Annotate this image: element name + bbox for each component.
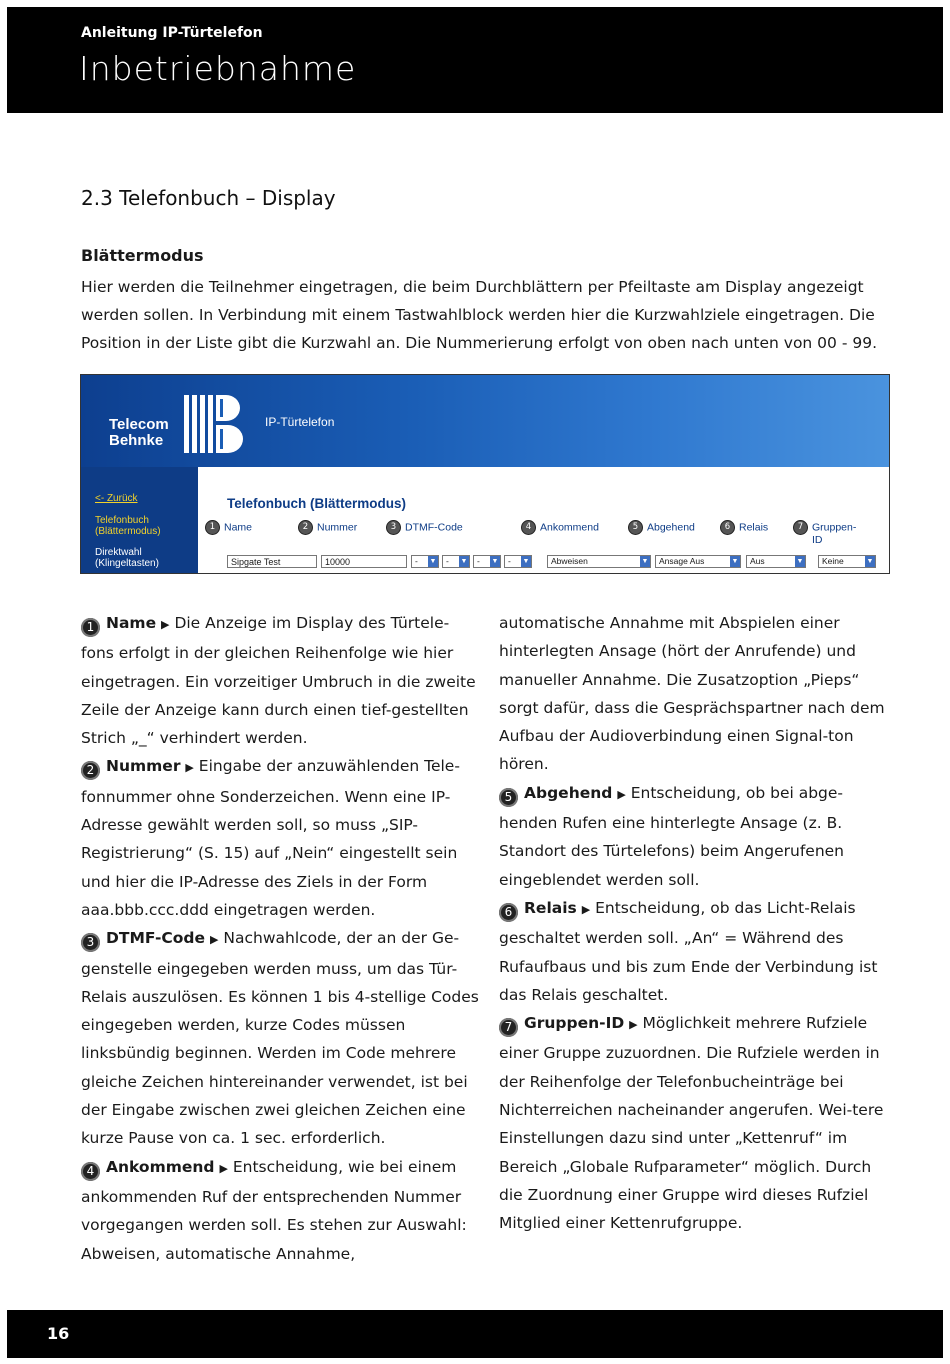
dropdown-arrow-icon: ▼: [491, 558, 499, 565]
nav-label: (Klingeltasten): [95, 558, 159, 569]
page-number: 16: [47, 1324, 70, 1343]
page-header: [7, 7, 943, 113]
number-badge: 7: [793, 520, 808, 535]
ankommend-select[interactable]: [547, 555, 651, 568]
column-label: Nummer: [317, 521, 358, 534]
column-header-relais: [720, 520, 768, 535]
left-column: [81, 609, 481, 1268]
page-footer: [7, 1310, 943, 1358]
nav-label: Direktwahl: [95, 547, 142, 558]
item-keyword: Relais: [524, 898, 577, 917]
select-value: Aus: [750, 556, 765, 566]
nav-label: Telefonbuch: [95, 515, 149, 526]
select-value: -: [477, 556, 480, 566]
logo-line: Telecom: [109, 416, 169, 433]
select-value: Keine: [822, 556, 844, 566]
logo-b-icon: [184, 395, 244, 453]
dropdown-arrow-icon: ▼: [731, 558, 739, 565]
triangle-icon: ▶: [581, 902, 591, 916]
triangle-icon: ▶: [161, 618, 170, 631]
item-keyword: Abgehend: [524, 783, 613, 802]
item-keyword: Ankommend: [106, 1157, 215, 1176]
app-name: IP-Türtelefon: [265, 415, 335, 429]
number-badge: 3: [386, 520, 401, 535]
intro-line: Hier werden die Teilnehmer eingetragen, die beim Durchblättern per Pfeiltaste am Display angezeigt: [81, 278, 864, 296]
left-navigation: [81, 467, 198, 573]
select-value: Ansage Aus: [659, 556, 705, 566]
item-dtmf: [81, 924, 481, 1152]
nummer-input[interactable]: 10000: [321, 555, 407, 568]
number-badge: 5: [628, 520, 643, 535]
item-text: Die Anzeige im Display des Türtele-fons erfolgt in der gleichen Reihenfolge wie hier eingetragen. Ein vorzeitiger Umbruch in die zweite Zeile der Anzeige kann durch einen tief-gestellten Strich „_“ verhindert werden.: [81, 614, 476, 748]
triangle-icon: ▶: [209, 933, 219, 947]
dtmf-select-4[interactable]: [504, 555, 532, 568]
number-badge: 2: [81, 761, 100, 780]
gruppe-select[interactable]: [818, 555, 876, 568]
dropdown-arrow-icon: ▼: [866, 558, 874, 565]
number-badge: 6: [499, 903, 518, 922]
item-keyword: Gruppen-ID: [524, 1014, 625, 1033]
relais-select[interactable]: [746, 555, 806, 568]
section-title: 2.3 Telefonbuch – Display: [81, 186, 336, 210]
item-text: Entscheidung, wie bei einem ankommenden Ruf der entsprechenden Nummer vorgegangen werden soll. Es stehen zur Auswahl: Abweisen, automatische Annahme,: [81, 1157, 467, 1263]
item-relais: [499, 894, 899, 1009]
column-header-abgehend: [628, 520, 695, 535]
panel-title: Telefonbuch (Blättermodus): [227, 496, 407, 511]
dropdown-arrow-icon: ▼: [641, 558, 649, 565]
intro-line: Position in der Liste gibt die Kurzwahl an. Die Nummerierung erfolgt von oben nach unten von 00 - 99.: [81, 334, 878, 352]
item-name: [81, 609, 481, 752]
column-label: DTMF-Code: [405, 521, 463, 534]
column-header-ankommend: [521, 520, 599, 535]
name-input[interactable]: Sipgate Test: [227, 555, 317, 568]
number-badge: 1: [205, 520, 220, 535]
triangle-icon: ▶: [629, 1018, 638, 1032]
intro-paragraph: [81, 273, 901, 357]
column-label: Gruppen-: [812, 521, 857, 534]
dropdown-arrow-icon: ▼: [522, 558, 530, 565]
telecom-behnke-logo: [109, 417, 169, 449]
subheading: Blättermodus: [81, 246, 204, 265]
item-text: Entscheidung, ob bei abge-henden Rufen eine hinterlegte Ansage (z. B. Standort des Türtelefons) beim Angerufenen eingeblendet werden soll.: [499, 783, 845, 889]
dropdown-arrow-icon: ▼: [429, 558, 437, 565]
triangle-icon: ▶: [185, 761, 194, 775]
number-badge: 7: [499, 1018, 518, 1037]
column-label: Relais: [739, 521, 769, 534]
triangle-icon: ▶: [219, 1161, 228, 1175]
item-abgehend: [499, 779, 899, 894]
number-badge: 4: [81, 1162, 100, 1181]
number-badge: 5: [499, 788, 518, 807]
dtmf-select-2[interactable]: [442, 555, 470, 568]
triangle-icon: ▶: [617, 787, 626, 801]
column-label: Ankommend: [540, 521, 599, 534]
select-value: -: [446, 556, 449, 566]
column-label: Name: [224, 521, 253, 534]
number-badge: 3: [81, 933, 100, 952]
number-badge: 1: [81, 618, 100, 637]
item-text: Eingabe der anzuwählenden Tele-fonnummer ohne Sonderzeichen. Wenn eine IP-Adresse gewählt werden soll, so muss „SIP-Registrierung“ (S. 15) auf „Nein“ eingestellt sein und hier die IP-Adresse des Ziels in der Form aaa.bbb.ccc.ddd eingetragen werden.: [81, 757, 460, 919]
manual-subtitle: Anleitung IP-Türtelefon: [81, 25, 263, 41]
item-ankommend-cont: automatische Annahme mit Abspielen einer hinterlegten Ansage (hört der Anrufende) und manueller Annahme. Die Zusatzoption „Pieps“ sorgt dafür, dass die Gesprächspartner nach dem Aufbau der Audioverbindung einen Signal-ton hören.: [499, 614, 885, 774]
dropdown-arrow-icon: ▼: [796, 558, 804, 565]
item-text: Nachwahlcode, der an der Ge-genstelle eingegeben werden muss, um das Tür-Relais auszulösen. Es können 1 bis 4-stellige Codes eingegeben werden, kurze Codes müssen linksbündig beginnen. Werden im Code mehrere gleiche Zeichen hintereinander verwendet, ist bei der Eingabe zwischen zwei gleichen Zeichen eine kurze Pause von ca. 1 sec. erforderlich.: [81, 929, 479, 1148]
column-header-gruppen-id: [793, 520, 856, 546]
item-keyword: DTMF-Code: [106, 929, 206, 948]
right-column: [499, 609, 899, 1238]
logo-line: Behnke: [109, 432, 164, 449]
phonebook-screenshot: [80, 374, 890, 574]
nav-back-link[interactable]: <- Zurück: [95, 493, 138, 504]
item-gruppen-id: [499, 1009, 899, 1237]
number-badge: 2: [298, 520, 313, 535]
nav-item-telefonbuch[interactable]: [95, 515, 161, 537]
item-ankommend: [81, 1153, 481, 1268]
item-text: Möglichkeit mehrere Rufziele einer Gruppe zuzuordnen. Die Rufziele werden in der Reihenfolge der Telefonbucheinträge bei Nichterreichen nacheinander angerufen. Wei-tere Einstellungen dazu sind unter „Kettenruf“ im Bereich „Globale Rufparameter“ möglich. Durch die Zuordnung einer Gruppe wird dieses Rufziel Mitglied einer Kettenrufgruppe.: [499, 1014, 884, 1233]
number-badge: 4: [521, 520, 536, 535]
column-label: Abgehend: [647, 521, 695, 534]
column-header-nummer: [298, 520, 357, 535]
dtmf-select-3[interactable]: [473, 555, 501, 568]
nav-label: (Blättermodus): [95, 526, 161, 537]
item-nummer: [81, 752, 481, 924]
intro-line: werden sollen. In Verbindung mit einem Tastwahlblock werden hier die Kurzwahlziele eingetragen. Die: [81, 306, 875, 324]
item-keyword: Nummer: [106, 757, 181, 776]
abgehend-select[interactable]: [655, 555, 741, 568]
nav-item-direktwahl[interactable]: [95, 547, 159, 569]
select-value: -: [415, 556, 418, 566]
item-keyword: Name: [106, 614, 157, 632]
column-label: ID: [812, 534, 823, 546]
chapter-title: Inbetriebnahme: [79, 49, 357, 88]
select-value: Abweisen: [551, 556, 588, 566]
column-header-dtmf: [386, 520, 463, 535]
select-value: -: [508, 556, 511, 566]
dtmf-select-1[interactable]: [411, 555, 439, 568]
number-badge: 6: [720, 520, 735, 535]
item-text: Entscheidung, ob das Licht-Relais geschaltet werden soll. „An“ = Während des Rufaufbaus und bis zum Ende der Verbindung ist das Relais geschaltet.: [499, 898, 878, 1004]
dropdown-arrow-icon: ▼: [460, 558, 468, 565]
column-header-name: [205, 520, 252, 535]
